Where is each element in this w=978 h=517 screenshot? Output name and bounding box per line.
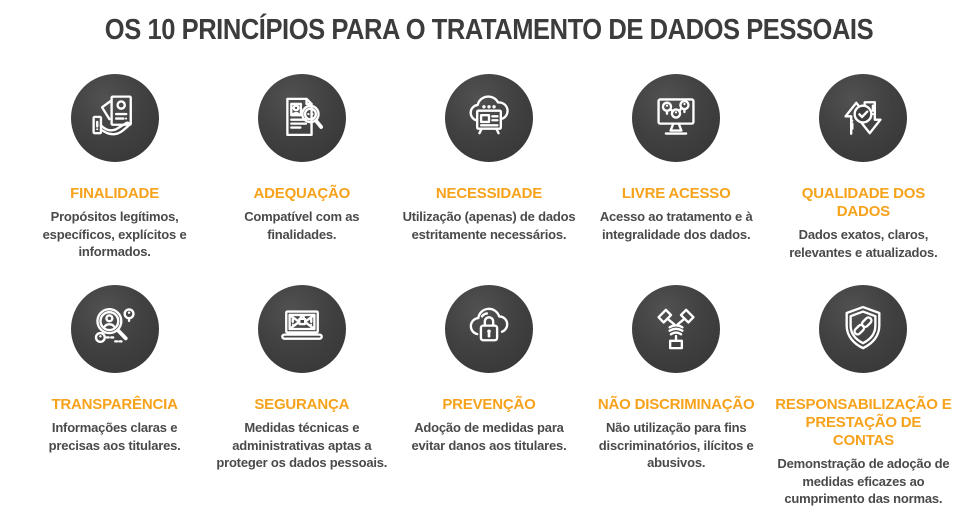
principle-title: LIVRE ACESSO bbox=[621, 185, 731, 202]
laptop-secure-mail-icon bbox=[275, 302, 329, 356]
hand-holding-id-card-icon bbox=[88, 91, 142, 145]
principle-title: NÃO DISCRIMINAÇÃO bbox=[597, 396, 755, 414]
page-title: OS 10 PRINCÍPIOS PARA O TRATAMENTO DE DADOS PESSOAIS bbox=[104, 14, 874, 46]
principle-title: NECESSIDADE bbox=[435, 185, 543, 202]
icon-circle bbox=[632, 74, 720, 162]
principle-necessidade bbox=[400, 74, 577, 243]
principle-description: Demonstração de adoção de medidas eficazes ao cumprimento das normas. bbox=[777, 456, 950, 507]
principle-description: Informações claras e precisas aos titulares. bbox=[48, 420, 181, 453]
principle-responsabilizacao bbox=[775, 285, 952, 508]
principle-qualidade-dos-dados bbox=[775, 74, 952, 261]
principle-description: Propósitos legítimos, específicos, explícitos e informados. bbox=[42, 209, 187, 260]
principle-transparencia bbox=[26, 285, 203, 454]
principle-description: Acesso ao tratamento e à integralidade dos dados. bbox=[599, 209, 753, 242]
icon-circle bbox=[819, 74, 907, 162]
principle-title: QUALIDADE DOS DADOS bbox=[801, 185, 926, 220]
shield-chain-icon bbox=[836, 302, 890, 356]
principle-title: ADEQUAÇÃO bbox=[253, 185, 351, 202]
principle-description: Medidas técnicas e administrativas aptas a proteger os dados pessoais. bbox=[216, 420, 388, 471]
principle-livre-acesso bbox=[588, 74, 765, 243]
arrows-check-icon bbox=[836, 91, 890, 145]
principle-description: Não utilização para fins discriminatórios, ilícitos e abusivos. bbox=[598, 420, 754, 471]
principle-finalidade bbox=[26, 74, 203, 261]
icon-circle bbox=[632, 285, 720, 373]
principle-description: Dados exatos, claros, relevantes e atualizados. bbox=[789, 227, 938, 260]
icon-circle bbox=[258, 285, 346, 373]
joined-hands-icon bbox=[649, 302, 703, 356]
principle-adequacao bbox=[213, 74, 390, 243]
principle-title: SEGURANÇA bbox=[254, 396, 350, 414]
principle-title: PREVENÇÃO bbox=[442, 396, 536, 414]
principle-description: Compatível com as finalidades. bbox=[244, 209, 360, 242]
principle-title: TRANSPARÊNCIA bbox=[51, 396, 178, 414]
principle-seguranca bbox=[213, 285, 390, 472]
principle-description: Adoção de medidas para evitar danos aos titulares. bbox=[411, 420, 567, 453]
cloud-padlock-icon bbox=[462, 302, 516, 356]
principle-title: FINALIDADE bbox=[70, 185, 159, 202]
icon-circle bbox=[819, 285, 907, 373]
principle-description: Utilização (apenas) de dados estritamente necessários. bbox=[402, 209, 576, 242]
principle-nao-discriminacao bbox=[588, 285, 765, 472]
icon-circle bbox=[258, 74, 346, 162]
monitor-network-icon bbox=[649, 91, 703, 145]
icon-circle bbox=[71, 74, 159, 162]
document-magnifier-icon bbox=[275, 91, 329, 145]
principle-prevencao bbox=[400, 285, 577, 454]
principle-title: RESPONSABILIZAÇÃO E PRESTAÇÃO DE CONTAS bbox=[775, 396, 952, 450]
icon-circle bbox=[445, 74, 533, 162]
principles-row-1 bbox=[0, 74, 978, 261]
principles-row-2 bbox=[0, 285, 978, 508]
magnifier-person-icon bbox=[88, 302, 142, 356]
cloud-data-window-icon bbox=[462, 91, 516, 145]
icon-circle bbox=[71, 285, 159, 373]
icon-circle bbox=[445, 285, 533, 373]
